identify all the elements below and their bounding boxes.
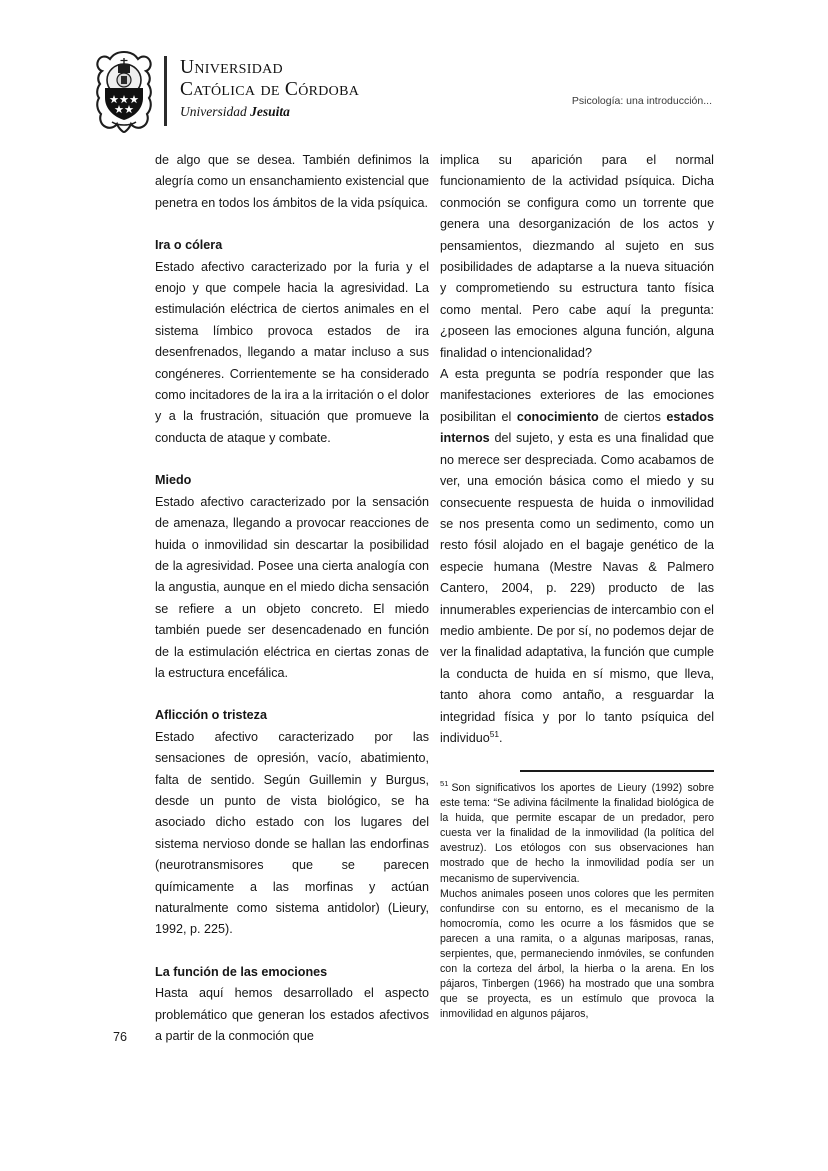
page-number: 76: [113, 1030, 128, 1044]
emphasis-conocimiento: conocimiento: [516, 409, 599, 424]
brand-wordmark: [180, 57, 359, 121]
brand-line-catolica-de-cordoba: Católica de Córdoba: [180, 79, 360, 100]
running-head: Psicología: una introducción...: [571, 95, 712, 107]
brand-line-universidad: Universidad: [180, 57, 283, 78]
heading-afliccion-o-tristeza: Aflicción o tristeza: [155, 708, 267, 723]
footnote-reference-marker[interactable]: 51: [489, 728, 500, 739]
paragraph-funcion-body: Hasta aquí hemos desarrollado el aspecto problemático que generan los estados afectivos a partir de la conmoción que: [155, 986, 429, 1044]
footnote-number: 51: [440, 779, 449, 789]
heading-ira-o-colera: Ira o cólera: [155, 238, 223, 253]
university-crest-shield-icon: [92, 50, 156, 134]
paragraph-a-esta-pregunta: [440, 364, 714, 749]
paragraph-continuation-alegria: de algo que se desea. También definimos la alegría como un ensanchamiento existencial que penetra en todos los ámbitos de la vida psíquica.: [155, 153, 429, 210]
paragraph-implica-aparicion: implica su aparición para el normal funcionamiento de la actividad psíquica. Dicha conmoción se configura como un torrente que genera una desorganización de los actos y pensamientos, diezmando al sujeto en sus posibilidades de adaptarse a la nueva situación y comprometiendo su estructura tanto física como mental. Pero cabe aquí la pregunta: ¿poseen las emociones alguna función, alguna finalidad o intencionalidad?: [440, 153, 714, 360]
spacer: [155, 449, 429, 470]
footnote-paragraph-2: Muchos animales poseen unos colores que les permiten confundirse con su entorno, es el mecanismo de la homocromía, como les ocurre a los fásmidos que se parecen a una ramita, o a algunas mariposas, ranas, serpientes, que, permaneciendo inmóviles, se confunden con la corteza del árbol, la hierba o la arena. En los pájaros, Tinbergen (1966) ha mostrado que una sombra que se proyecta, es un estímulo que provoca la inmovilidad en algunos pájaros,: [440, 887, 714, 1021]
footnote-block: [440, 770, 714, 1023]
paragraph-ira-body: Estado afectivo caracterizado por la furia y el enojo y que compele hacia la agresividad. La estimulación eléctrica de ciertos animales en el sistema límbico provoca estados de ira desenfrenados, llegando a matar incluso a sus congéneres. Corrientemente se ha considerado como incitadores de la ira a la irritación o el dolor y a la frustración, situación que promueve la conducta de ataque y combate.: [155, 259, 429, 445]
footnote-separator-rule: [520, 770, 714, 772]
paragraph-afliccion-body: Estado afectivo caracterizado por las sensaciones de opresión, vacío, abatimiento, falta de sentido. Según Guillemin y Burgus, desde un punto de vista biológico, se ha asociado dicho estado con los lugares del sistema nervioso donde se hallan las endorfinas (neurotransmisores que se parecen químicamente a las morfinas y actúan naturalmente como sistema antidolor) (Lieury, 1992, p. 225).: [155, 729, 429, 937]
brand-divider-rule: [164, 56, 167, 126]
spacer: [155, 214, 429, 235]
page-masthead: [92, 48, 732, 138]
brand-jesuita-prefix: Universidad: [180, 104, 251, 119]
text-segment: .: [499, 730, 503, 745]
emphasis-estados-internos: estados internos: [440, 409, 714, 446]
spacer: [155, 941, 429, 962]
body-column-right: [440, 150, 714, 749]
footnote-paragraph-1: [440, 781, 714, 887]
paragraph-miedo-body: Estado afectivo caracterizado por la sensación de amenaza, llegando a provocar reacciones de huida o inmovilidad sin descartar la posibilidad de la agresividad. Posee una cierta analogía con la angustia, aunque en el miedo dicha sensación se refiere a un objeto concreto. El miedo también puede ser desencadenado en función de la estimulación eléctrica en ciertas zonas de la estructura encefálica.: [155, 494, 429, 680]
text-segment: del sujeto, y esta es una finalidad que no merece ser despreciada. Como acabamos de ver, una emoción básica como el miedo y su consecuente respuesta de huida o inmovilidad se nos presenta como un sedimento, como un resto fósil alojado en el bagaje genético de la especie humana (Mestre Navas & Palmero Cantero, 2004, p. 229) producto de las innumerables experiencias de intercambio con el medio ambiente. De por sí, no podemos dejar de ver la finalidad adaptativa, la función que cumple la conducta de huida en sí mismo, que lleva, tanto ahora como antaño, a resguardar la integridad física y por lo tanto psíquica del individuo: [440, 431, 714, 745]
brand-line-universidad-jesuita: [180, 102, 359, 121]
footnote-body-1: Son significativos los aportes de Lieury (1992) sobre este tema: “Se adivina fácilmente la finalidad biológica de la huida, que permite escapar de un predador, pero cuesta ver la finalidad de la inmovilidad (la política del avestruz). Los etólogos con sus observaciones han mostrado que de hecho la inmovilidad podía ser un mecanismo de supervivencia.: [440, 782, 714, 885]
brand-jesuita-emph: Jesuita: [250, 104, 290, 119]
footnote-text: [440, 781, 714, 1023]
body-column-left: [155, 150, 429, 1047]
text-segment: de ciertos: [598, 409, 667, 424]
heading-miedo: Miedo: [155, 473, 192, 488]
text-segment: A esta pregunta se podría responder que las manifestaciones exteriores de las emociones posibilitan el: [440, 367, 714, 424]
spacer: [155, 684, 429, 705]
heading-la-funcion-de-las-emociones: La función de las emociones: [155, 964, 328, 979]
